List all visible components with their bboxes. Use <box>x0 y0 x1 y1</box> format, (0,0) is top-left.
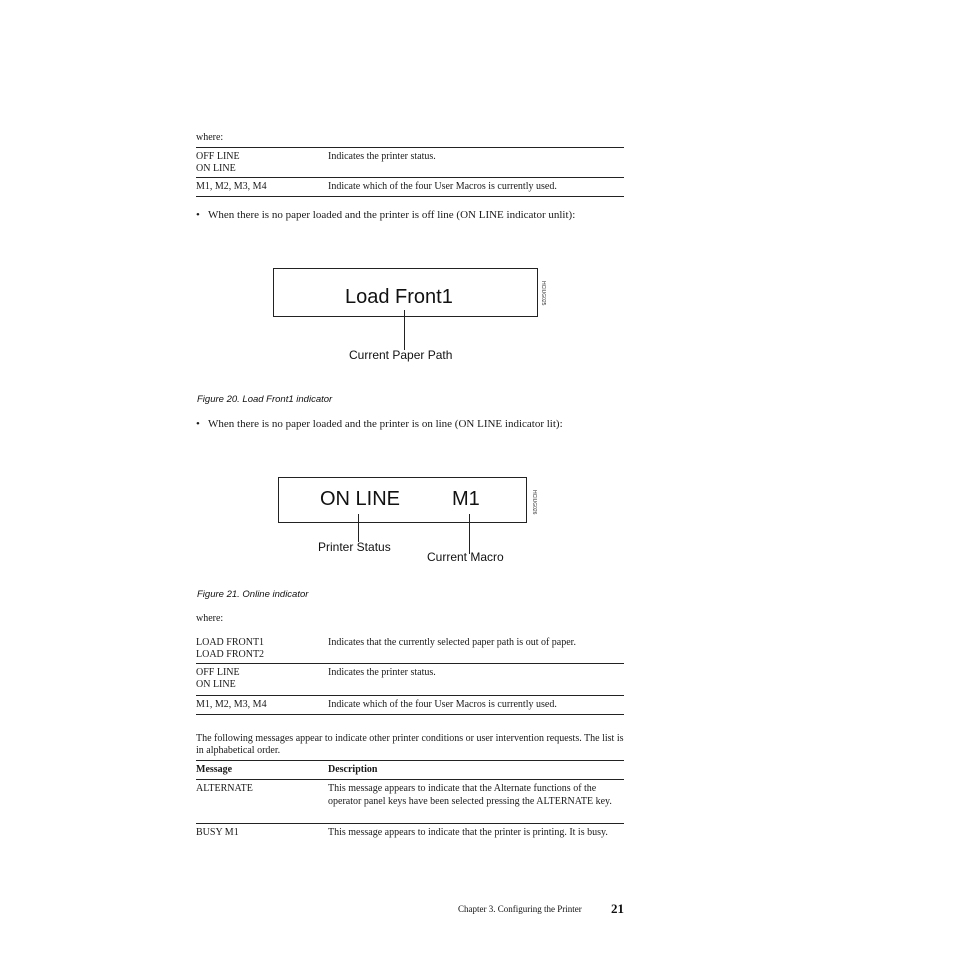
term-line: M1, M2, M3, M4 <box>196 181 267 192</box>
callout-label-macro: Current Macro <box>427 550 504 564</box>
bullet-icon: • <box>196 418 200 430</box>
term-line: M1, M2, M3, M4 <box>196 699 267 710</box>
term-line: ON LINE <box>196 163 236 174</box>
figure-code: HCIUG026 <box>531 490 537 515</box>
term-line: ON LINE <box>196 679 236 690</box>
intro-paragraph: The following messages appear to indicate other printer conditions or user intervention requests. The list is in alphabetical order. <box>196 733 624 756</box>
definition: Indicate which of the four User Macros is currently used. <box>328 699 557 710</box>
definition: Indicate which of the four User Macros is currently used. <box>328 181 557 192</box>
messages-table <box>196 760 624 854</box>
definition: Indicates the printer status. <box>328 151 436 162</box>
callout-line-macro <box>469 514 470 554</box>
bullet-icon: • <box>196 209 200 221</box>
term <box>196 699 324 711</box>
term <box>196 181 324 193</box>
table-row <box>196 177 624 197</box>
figure-caption: Figure 21. Online indicator <box>197 589 309 600</box>
lcd-display-text: Load Front1 <box>345 286 453 308</box>
term-line: LOAD FRONT2 <box>196 649 265 660</box>
definition-table-1 <box>196 147 624 197</box>
callout-label: Current Paper Path <box>349 348 453 362</box>
callout-label-status: Printer Status <box>318 540 391 554</box>
term-line: OFF LINE <box>196 667 240 678</box>
term <box>196 151 324 175</box>
term-line: OFF LINE <box>196 151 240 162</box>
footer-chapter: Chapter 3. Configuring the Printer <box>458 904 582 914</box>
table-header-row <box>196 760 624 779</box>
table-row <box>196 663 624 695</box>
callout-line-status <box>358 514 359 542</box>
where-label: where: <box>196 613 224 624</box>
table-row <box>196 823 624 854</box>
lcd-panel-online <box>278 477 527 523</box>
figure-caption: Figure 20. Load Front1 indicator <box>197 394 333 405</box>
message-description: This message appears to indicate that the printer is printing. It is busy. <box>328 827 608 838</box>
bullet-text: When there is no paper loaded and the printer is on line (ON LINE indicator lit): <box>208 418 563 430</box>
column-header-description: Description <box>328 764 378 775</box>
column-header-message: Message <box>196 764 233 775</box>
lcd-macro-text: M1 <box>452 488 480 510</box>
definition-table-2 <box>196 634 624 715</box>
table-row <box>196 779 624 823</box>
definition: Indicates that the currently selected paper path is out of paper. <box>328 637 576 648</box>
callout-line <box>404 310 405 350</box>
message-name: ALTERNATE <box>196 783 253 794</box>
table-row <box>196 695 624 715</box>
bullet-item <box>196 209 626 222</box>
bullet-text: When there is no paper loaded and the printer is off line (ON LINE indicator unlit): <box>208 209 576 221</box>
message-name: BUSY M1 <box>196 827 239 838</box>
table-row <box>196 147 624 177</box>
term-line: LOAD FRONT1 <box>196 637 265 648</box>
table-row <box>196 634 624 663</box>
figure-code: HCIUG025 <box>540 281 546 306</box>
term <box>196 637 324 661</box>
message-description: This message appears to indicate that the Alternate functions of the operator panel keys have been selected pressing the ALTERNATE key. <box>328 783 612 807</box>
where-label: where: <box>196 132 224 143</box>
definition: Indicates the printer status. <box>328 667 436 678</box>
lcd-status-text: ON LINE <box>320 488 401 510</box>
term <box>196 667 324 691</box>
bullet-item <box>196 418 626 431</box>
page-number: 21 <box>611 901 624 916</box>
